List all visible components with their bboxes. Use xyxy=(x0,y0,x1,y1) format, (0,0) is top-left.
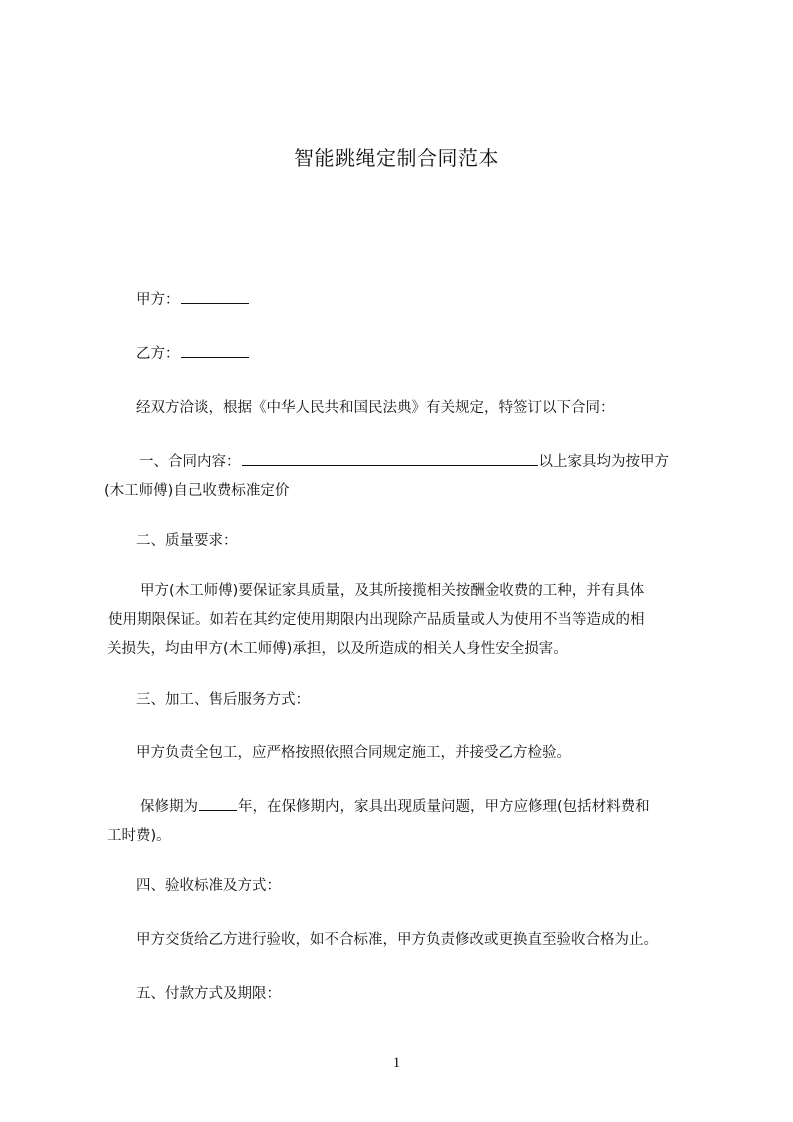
section-4-body-text: 甲方交货给乙方进行验收，如不合标准，甲方负责修改或更换直至验收合格为止。 xyxy=(136,932,658,948)
section-4-heading: 四、验收标准及方式： xyxy=(136,878,281,894)
section-4-heading-block xyxy=(107,872,707,901)
section-1-heading: 一、合同内容： xyxy=(139,454,241,470)
party-b-label: 乙方： xyxy=(136,346,180,362)
warranty-prefix: 保修期为 xyxy=(140,799,198,815)
section-5-heading-block xyxy=(107,980,707,1009)
warranty-suffix: 年，在保修期内，家具出现质量问题，甲方应修理(包括材料费和 xyxy=(238,799,650,815)
section-2-body-line1: 甲方(木工师傅)要保证家具质量，及其所接揽相关按酬金收费的工种，并有具体 xyxy=(140,583,645,599)
party-a-blank xyxy=(181,289,249,304)
party-b-blank xyxy=(181,343,249,358)
warranty-line2: 工时费)。 xyxy=(107,828,171,844)
section-3-heading-block xyxy=(107,686,707,715)
section-3-body-text: 甲方负责全包工，应严格按照依照合同规定施工，并接受乙方检验。 xyxy=(136,745,571,761)
page-title: 智能跳绳定制合同范本 xyxy=(294,146,499,170)
intro-text: 经双方洽谈，根据《中华人民共和国民法典》有关规定，特签订以下合同： xyxy=(136,400,615,416)
party-a-line xyxy=(107,286,707,315)
party-b-line xyxy=(107,340,707,369)
page-number: 1 xyxy=(392,1055,401,1071)
section-2-body-line3: 关损失，均由甲方(木工师傅)承担，以及所造成的相关人身性安全损害。 xyxy=(107,641,568,657)
section-5-heading: 五、付款方式及期限： xyxy=(136,986,281,1002)
section-1-blank xyxy=(242,451,538,466)
section-1-line2: (木工师傅)自己收费标准定价 xyxy=(104,483,290,499)
section-4-body xyxy=(107,926,707,955)
section-3-heading: 三、加工、售后服务方式： xyxy=(136,692,310,708)
party-a-label: 甲方： xyxy=(136,292,180,308)
section-1 xyxy=(104,448,707,506)
warranty-years-blank xyxy=(199,796,237,811)
warranty-paragraph xyxy=(107,793,707,851)
intro-paragraph xyxy=(107,394,707,423)
section-1-tail: 以上家具均为按甲方 xyxy=(538,454,669,470)
section-3-body xyxy=(107,739,707,768)
section-2-body xyxy=(107,577,707,664)
section-2-body-line2: 使用期限保证。如若在其约定使用期限内出现除产品质量或人为使用不当等造成的相 xyxy=(108,612,645,628)
section-2-heading: 二、质量要求： xyxy=(136,533,238,549)
section-2-heading-block xyxy=(107,527,707,556)
